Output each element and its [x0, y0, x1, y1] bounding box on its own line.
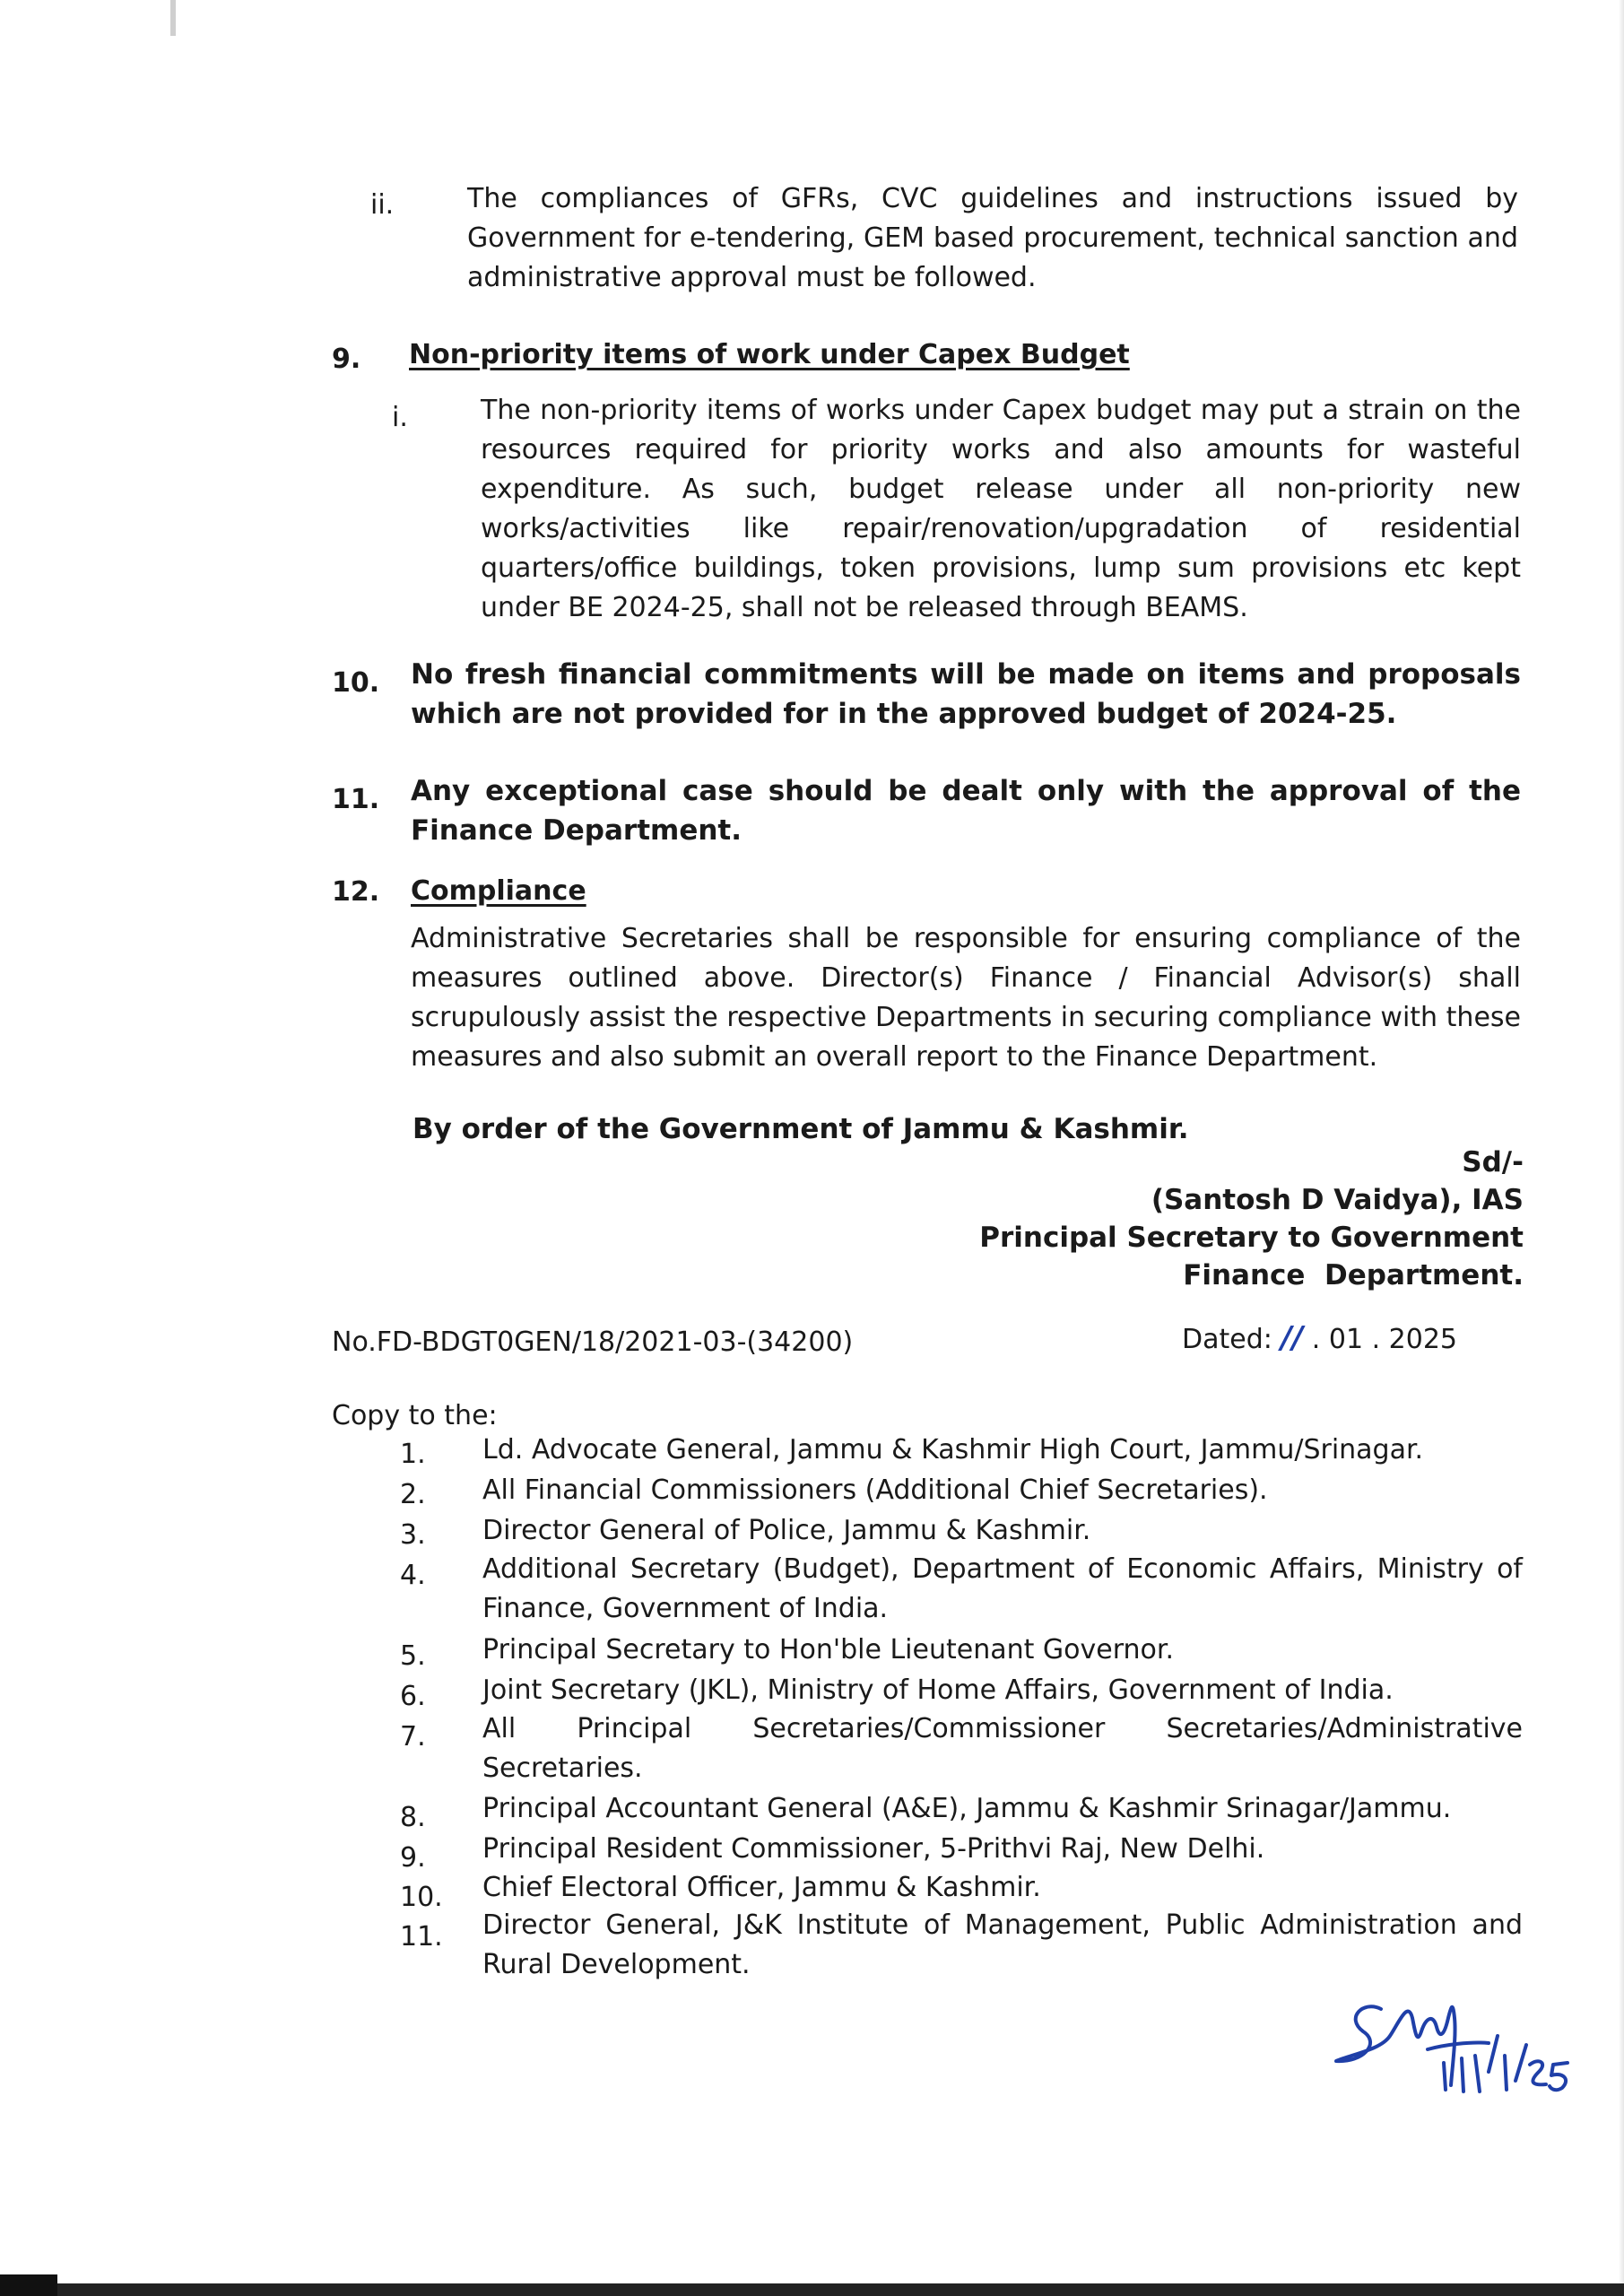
copy-item: Additional Secretary (Budget), Department of Economic Affairs, Ministry of Finance, Government of India.: [482, 1553, 1523, 1624]
copy-item-number: 5.: [400, 1640, 426, 1672]
copy-item-number: 8.: [400, 1802, 426, 1833]
handwritten-signature: [1327, 1982, 1578, 2108]
clause-9-item-i-text: The non-priority items of works under Capex budget may put a strain on the resources required for priority works and also amounts for wasteful expenditure. As such, budget release under all non-priority new works/activities like repair/renovation/upgradation of residential quarters/office buildings, token provisions, lump sum provisions etc kept under BE 2024-25, shall not be released through BEAMS.: [481, 395, 1521, 623]
copy-item-number: 4.: [400, 1560, 426, 1591]
clause-9-heading: Non-priority items of work under Capex Budget: [409, 339, 1130, 370]
copy-item: Director General of Police, Jammu & Kashmir.: [482, 1515, 1091, 1546]
clause-8-item-ii-text: The compliances of GFRs, CVC guidelines and instructions issued by Government for e-tendering, GEM based procurement, technical sanction and administrative approval must be followed.: [467, 183, 1518, 293]
copy-item-number: 3.: [400, 1519, 426, 1551]
clause-11-number: 11.: [332, 784, 380, 815]
copy-item-number: 6.: [400, 1681, 426, 1712]
signatory-sd: Sd/-: [1462, 1146, 1524, 1178]
copy-to-label: Copy to the:: [332, 1400, 498, 1431]
copy-item: Principal Secretary to Hon'ble Lieutenant Governor.: [482, 1634, 1175, 1665]
order-line: By order of the Government of Jammu & Kashmir.: [413, 1113, 1189, 1145]
signatory-name: (Santosh D Vaidya), IAS: [1151, 1184, 1524, 1216]
signatory-department: Finance Department.: [1183, 1259, 1524, 1292]
clause-12-heading: Compliance: [411, 875, 586, 907]
dated-day-handwritten: //: [1281, 1320, 1304, 1356]
scan-artifact: [170, 0, 176, 36]
copy-item: All Principal Secretaries/Commissioner Secretaries/Administrative Secretaries.: [482, 1713, 1523, 1784]
copy-item: Joint Secretary (JKL), Ministry of Home Affairs, Government of India.: [482, 1674, 1394, 1706]
copy-item: Principal Resident Commissioner, 5-Prithvi Raj, New Delhi.: [482, 1833, 1265, 1865]
copy-item: Director General, J&K Institute of Management, Public Administration and Rural Development.: [482, 1909, 1523, 1980]
reference-date: [1182, 1318, 1541, 1360]
copy-item-number: 9.: [400, 1842, 426, 1874]
scan-edge-shadow: [1619, 0, 1624, 2296]
clause-10-text: No fresh financial commitments will be made on items and proposals which are not provided for in the approved budget of 2024-25.: [411, 658, 1521, 730]
copy-item-number: 11.: [400, 1921, 443, 1952]
scan-bottom-corner: [0, 2274, 57, 2296]
clause-11-text: Any exceptional case should be dealt only with the approval of the Finance Department.: [411, 775, 1521, 847]
dated-rest: . 01 . 2025: [1311, 1324, 1457, 1355]
copy-item: Chief Electoral Officer, Jammu & Kashmir.: [482, 1872, 1041, 1903]
clause-8-item-ii-marker: ii.: [370, 189, 395, 221]
signatory-block: [896, 1144, 1524, 1294]
copy-item-number: 1.: [400, 1439, 426, 1470]
copy-item-number: 10.: [400, 1882, 443, 1913]
copy-item: All Financial Commissioners (Additional Chief Secretaries).: [482, 1474, 1268, 1506]
clause-10-number: 10.: [332, 667, 380, 699]
copy-item-number: 2.: [400, 1479, 426, 1510]
scan-bottom-edge: [0, 2283, 1624, 2296]
clause-9-number: 9.: [332, 344, 361, 375]
dated-label: Dated:: [1182, 1324, 1272, 1355]
copy-item: Principal Accountant General (A&E), Jammu & Kashmir Srinagar/Jammu.: [482, 1793, 1452, 1824]
copy-item: Ld. Advocate General, Jammu & Kashmir High Court, Jammu/Srinagar.: [482, 1434, 1424, 1465]
signatory-designation: Principal Secretary to Government: [979, 1222, 1524, 1254]
reference-number: No.FD-BDGT0GEN/18/2021-03-(34200): [332, 1326, 854, 1358]
clause-12-text: Administrative Secretaries shall be responsible for ensuring compliance of the measures outlined above. Director(s) Finance / Financial Advisor(s) shall scrupulously assist the respective Departments in securing compliance with these measures and also submit an overall report to the Finance Department.: [411, 923, 1521, 1073]
clause-12-number: 12.: [332, 876, 380, 908]
copy-item-number: 7.: [400, 1721, 426, 1752]
clause-9-item-i-marker: i.: [392, 402, 408, 433]
